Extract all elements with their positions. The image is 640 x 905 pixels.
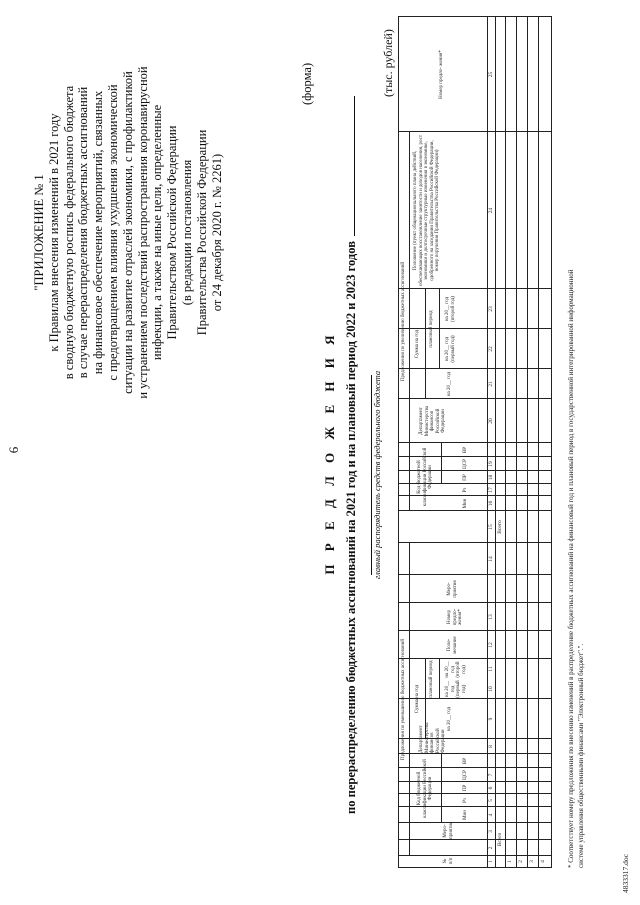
appendix-line: Правительством Российской Федерации	[165, 125, 180, 340]
table-divider	[399, 839, 551, 840]
appendix-line: к Правилам внесения изменений в 2021 году	[46, 113, 61, 352]
col-pr-header: ПР	[463, 784, 468, 792]
group-header-rule	[409, 543, 410, 856]
col-number: 1	[488, 860, 494, 863]
distributor-caption: главный распорядитель средств федерального бюджета	[372, 370, 382, 580]
col-year-20-2-header: на 20__ год	[447, 371, 452, 397]
col-planning2-header: плановый период	[429, 310, 434, 348]
col-measure-header: Меро- приятия	[443, 821, 454, 839]
row-number: 4	[540, 860, 546, 863]
col-department-header: Департамент Министерства финансов Российской Федерации	[419, 722, 447, 753]
col-number: 5	[488, 799, 494, 802]
col-number: 9	[488, 717, 494, 721]
col-pole-header: Поле- мечание	[447, 636, 458, 654]
footnote-line: * Соответствует номеру предложения по внесению изменений в распределение бюджетных ассигнований на финансовый год и плановый период в государственной интегрированной информационной	[567, 269, 575, 868]
subheader-rule	[441, 754, 442, 823]
col-csr2-header: ЦСР	[463, 459, 468, 469]
table-divider	[399, 398, 551, 399]
row-number: 1	[507, 860, 513, 863]
footnote-line: системе управления общественными финансами "Электронный бюджет".".	[577, 643, 585, 868]
row-rule	[538, 17, 539, 867]
col-rz-header: Рз	[463, 798, 468, 803]
appendix-line: и устранением последствий распространения коронавирусной	[135, 66, 150, 399]
table-divider	[399, 510, 551, 511]
table-divider	[399, 822, 551, 823]
col-number: 11	[488, 666, 494, 672]
col-number: 4	[488, 813, 494, 817]
numbers-row-rule	[495, 17, 496, 867]
appendix-line: инфекции, а также на иные цели, определенные	[150, 104, 165, 361]
col-number: 18	[488, 474, 494, 481]
table-divider	[399, 602, 551, 603]
col-number: 8	[488, 745, 494, 748]
col-number: 6	[488, 786, 494, 790]
row-number: 3	[529, 860, 535, 863]
col-number: 20	[488, 418, 494, 424]
col-rz2-header: Рз	[463, 487, 468, 493]
col-second-year2-header: на 20__ год (второй год)	[445, 296, 456, 322]
col-bk-code2-header: Код бюджетной классификации Российской Федерации	[417, 447, 434, 507]
total-row-rule	[505, 17, 506, 867]
appendix-line: на финансовое обеспечение мероприятий, связанных	[91, 90, 106, 375]
col-bk-code-header: Код бюджетной классификации Российской Федерации	[417, 759, 434, 818]
subtitle-blank-line	[343, 96, 355, 236]
table-divider	[399, 753, 551, 754]
form-label: (форма)	[300, 62, 314, 105]
col-first-year-header: на 20__ год (первый год)	[445, 680, 467, 698]
proposals-table	[398, 16, 552, 868]
col-number: 22	[488, 346, 494, 352]
col-pr2-header: ПР	[463, 474, 468, 481]
col-proposal-no-header: Номер предло- жения*	[447, 608, 464, 626]
col-number: 15	[488, 524, 494, 530]
col-number: 25	[488, 71, 494, 78]
col-second-year-header: на 20__ год (второй год)	[445, 661, 467, 678]
group-increase-header: Предложения по увеличению бюджетных ассигнований	[401, 261, 406, 382]
row-rule	[516, 17, 517, 867]
col-measure2-header: Меро- приятия	[447, 580, 458, 598]
appendix-line: в случае перераспределения бюджетных ассигнований	[76, 86, 91, 379]
col-number: 3	[488, 830, 494, 833]
total-label: Всего	[497, 832, 503, 847]
document-subtitle	[343, 0, 359, 905]
col-vr-header: ВР	[463, 757, 468, 765]
group-decrease-header: Предложения по уменьшению бюджетных ассигнований	[401, 638, 406, 761]
table-divider	[399, 698, 551, 699]
col-min-header: Мин	[463, 810, 468, 820]
col-number: 7	[488, 773, 494, 777]
col-provision-header: Положение (пункт общенационального плана действий, обеспечивающих восстановление занятости и доходов населения, рост экономики и долгосрочные структурные изменения в экономике, одобренного на заседании Правительства Российской Федерации, номер поручения Правительства Российской Федерации)	[413, 134, 441, 287]
subtitle-text: по перераспределению бюджетных ассигнований на 2021 год и на плановый период 2022 и 2023 годов	[344, 241, 358, 814]
units-label: (тыс. рублей)	[381, 29, 395, 97]
col-number: 10	[488, 686, 494, 692]
footnote	[566, 23, 586, 868]
appendix-line: с предотвращением влияния ухудшения экономической	[105, 84, 120, 381]
appendix-line: Правительства Российской Федерации	[194, 129, 209, 336]
row-number: 2	[518, 860, 524, 863]
appendix-line: (в редакции постановления	[179, 159, 194, 306]
table-divider	[399, 288, 551, 289]
subheader-rule	[425, 289, 426, 399]
subheader-rule	[441, 443, 442, 484]
appendix-line: ситуации на развитие отраслей экономики, с профилактикой	[120, 71, 135, 394]
table-divider	[399, 574, 551, 575]
col-num-header: № п/п	[443, 857, 454, 865]
col-number: 23	[488, 306, 494, 312]
col-number: 13	[488, 614, 494, 620]
subheader-rule	[439, 659, 440, 699]
appendix-line: в сводную бюджетную роспись федерального бюджета	[61, 85, 76, 380]
group-header-rule	[409, 132, 410, 511]
appendix-line: от 24 декабря 2020 г. № 2261)	[209, 153, 224, 312]
col-number: 12	[488, 642, 494, 648]
page-number: 6	[6, 446, 21, 454]
appendix-header	[32, 30, 224, 435]
document-title: П Р Е Д Л О Ж Е Н И Я	[322, 330, 337, 575]
col-min2-header: Мин	[463, 498, 468, 509]
col-number: 16	[488, 500, 494, 507]
col-number: 17	[488, 487, 494, 493]
col-planning-header: плановый период	[429, 660, 434, 698]
subheader-rule	[439, 289, 440, 369]
appendix-line: "ПРИЛОЖЕНИЕ № 1	[32, 174, 46, 291]
col-sum-year2-header: Сумма на год	[415, 329, 420, 359]
col-csr-header: ЦСР	[463, 770, 468, 780]
col-number: 2	[488, 846, 494, 850]
col-vr2-header: ВР	[463, 446, 468, 454]
table-divider	[399, 368, 551, 369]
col-number: 21	[488, 381, 494, 387]
table-divider	[399, 658, 551, 659]
table-divider	[399, 328, 551, 329]
row-rule	[527, 17, 528, 867]
col-proposal-no2-header: Номер предло- жения*	[439, 50, 444, 99]
col-year-20-header: на 20__ год	[447, 706, 452, 732]
table-divider	[399, 630, 551, 631]
total-label-increase: Всего	[497, 520, 503, 534]
col-number: 19	[488, 461, 494, 467]
col-number: 24	[488, 207, 494, 214]
file-name: 4833317.doc	[621, 854, 630, 893]
table-divider	[399, 442, 551, 443]
col-first-year2-header: на 20__ год (первый год)	[445, 335, 456, 363]
col-department2-header: Департамент Министерства финансов Российской Федерации	[419, 405, 447, 437]
col-sum-year-header: Сумма на год	[415, 684, 420, 714]
table-divider	[399, 131, 551, 132]
table-divider	[399, 542, 551, 543]
col-number: 14	[488, 556, 494, 562]
